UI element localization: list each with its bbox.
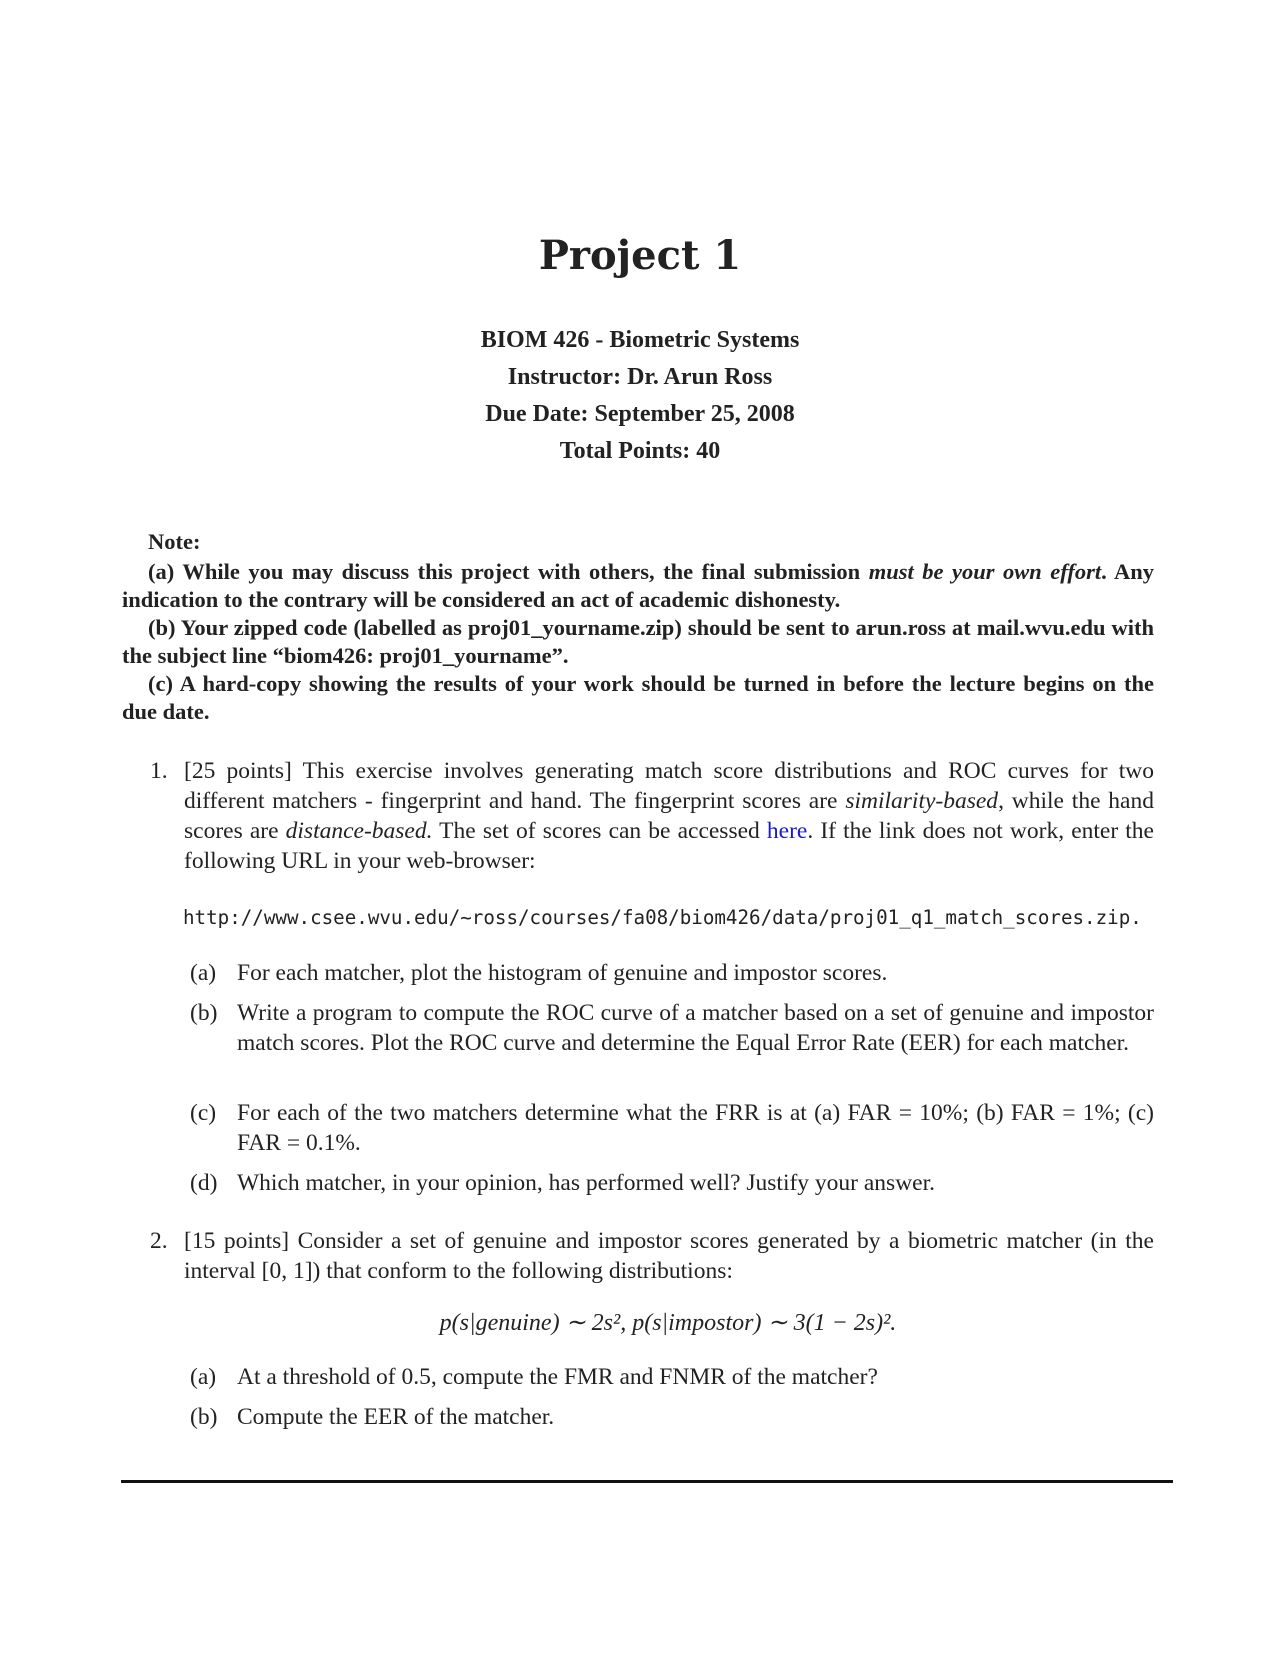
note-heading: Note:: [148, 529, 201, 554]
q1-emphasis-similarity: similarity-based: [845, 788, 999, 814]
total-points: Total Points: 40: [559, 438, 721, 464]
part-label: (b): [190, 1404, 218, 1430]
question-2: [122, 1226, 1154, 1286]
q1-part-b: [190, 998, 1154, 1058]
part-text: Compute the EER of the matcher.: [237, 1404, 555, 1430]
q1-text-part: , while the hand scores are: [184, 788, 1154, 844]
note-a-emphasis: must be your own effort: [868, 559, 1102, 584]
part-label: (a): [190, 1364, 217, 1390]
instructor: Instructor: Dr. Arun Ross: [507, 364, 773, 390]
q1-emphasis-distance: distance-based.: [285, 818, 433, 844]
scores-url: http://www.csee.wvu.edu/~ross/courses/fa08/biom426/data/proj01_q1_match_scores.zip.: [183, 906, 1142, 929]
q2-part-b: [190, 1402, 1154, 1432]
question-number: 1.: [150, 758, 168, 784]
q2-part-a: [190, 1362, 1154, 1392]
question-2-text: [15 points] Consider a set of genuine and impostor scores generated by a biometric matcher (in the interval [0, 1]) that conform to the following distributions:: [184, 1228, 1154, 1284]
part-text: Write a program to compute the ROC curve of a matcher based on a set of genuine and impostor match scores. Plot the ROC curve and determine the Equal Error Rate (EER) for each matcher.: [237, 1000, 1154, 1056]
footer-rule: [121, 1480, 1173, 1483]
page-title: Project 1: [538, 232, 742, 279]
note-a-text-end: . Any indication to the contrary will be considered an act of academic dishonesty.: [122, 559, 1154, 612]
q1-text-part: The set of scores can be accessed: [432, 818, 767, 844]
part-text: For each of the two matchers determine what the FRR is at (a) FAR = 10%; (b) FAR = 1%; (c) FAR = 0.1%.: [237, 1100, 1154, 1156]
course-name: BIOM 426 - Biometric Systems: [480, 327, 800, 353]
note-b: (b) Your zipped code (labelled as proj01_yourname.zip) should be sent to arun.ross at mail.wvu.edu with the subject line “biom426: proj01_yourname”.: [122, 615, 1154, 668]
part-text: At a threshold of 0.5, compute the FMR and FNMR of the matcher?: [237, 1364, 878, 1390]
q1-part-c: [190, 1098, 1154, 1158]
question-number: 2.: [150, 1228, 168, 1254]
note-a: [122, 558, 1154, 614]
q1-text-part: [25 points] This exercise involves generating match score distributions and ROC curves for two different matchers - fingerprint and hand. The fingerprint scores are: [184, 758, 1154, 814]
due-date: Due Date: September 25, 2008: [485, 401, 795, 427]
note-section: [122, 528, 1154, 726]
q1-part-a: [190, 958, 1154, 988]
question-1-text: [184, 756, 1154, 876]
note-c: (c) A hard-copy showing the results of your work should be turned in before the lecture begins on the due date.: [122, 671, 1154, 724]
course-header: [0, 322, 1280, 470]
scores-link[interactable]: here: [766, 818, 808, 844]
question-1: [122, 756, 1154, 876]
q1-part-d: [190, 1168, 1154, 1198]
part-label: (a): [190, 960, 217, 986]
distribution-formula: p(s|genuine) ∼ 2s², p(s|impostor) ∼ 3(1 − 2s)².: [439, 1310, 897, 1336]
part-label: (c): [190, 1100, 217, 1126]
part-text: For each matcher, plot the histogram of genuine and impostor scores.: [237, 960, 888, 986]
part-label: (b): [190, 1000, 218, 1026]
note-a-text: (a) While you may discuss this project with others, the final submission: [148, 559, 869, 584]
part-text: Which matcher, in your opinion, has performed well? Justify your answer.: [237, 1170, 936, 1196]
part-label: (d): [190, 1170, 218, 1196]
q1-text-part: . If the link does not work, enter the following URL in your web-browser:: [184, 818, 1154, 874]
